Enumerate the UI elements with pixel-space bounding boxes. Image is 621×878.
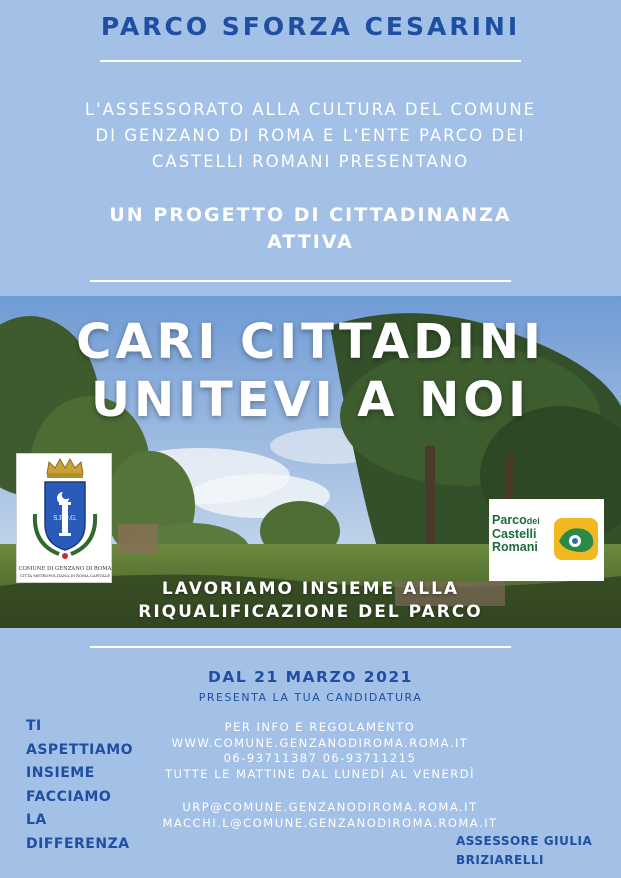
contact-emails bbox=[120, 800, 540, 831]
parco-logo-text bbox=[492, 514, 540, 554]
work-line: LAVORIAMO INSIEME ALLA bbox=[161, 579, 460, 599]
project-heading bbox=[60, 202, 561, 256]
phone-numbers: 06-93711387 06-93711215 bbox=[223, 751, 417, 765]
signature-line: BRIZIARELLI bbox=[456, 853, 544, 867]
divider-bottom bbox=[90, 646, 511, 648]
parco-mark-icon bbox=[553, 517, 599, 561]
divider-mid bbox=[90, 280, 511, 282]
work-together-text bbox=[0, 578, 621, 624]
apply-subtitle: PRESENTA LA TUA CANDIDATURA bbox=[198, 691, 423, 704]
parco-castelli-romani-logo bbox=[489, 499, 604, 581]
project-line: ATTIVA bbox=[267, 231, 354, 253]
website-link[interactable]: WWW.COMUNE.GENZANODIROMA.ROMA.IT bbox=[171, 735, 469, 750]
side-line: ASPETTIAMO bbox=[26, 741, 134, 758]
emblem-subcaption: CITTÀ METROPOLITANA DI ROMA CAPITALE bbox=[19, 573, 111, 578]
side-line: DIFFERENZA bbox=[26, 835, 130, 852]
project-line: UN PROGETTO DI CITTADINANZA bbox=[109, 204, 512, 226]
parco-word-parco: Parco bbox=[492, 513, 527, 527]
side-line: LA bbox=[26, 812, 47, 828]
intro-line: CASTELLI ROMANI PRESENTANO bbox=[151, 152, 470, 171]
emblem-caption: COMUNE DI GENZANO DI ROMA bbox=[18, 566, 112, 572]
intro-line: L'ASSESSORATO ALLA CULTURA DEL COMUNE bbox=[84, 100, 537, 119]
comune-emblem bbox=[16, 453, 112, 583]
info-line: PER INFO E REGOLAMENTO bbox=[224, 720, 416, 734]
parco-word-dei: dei bbox=[526, 516, 540, 526]
poster-title: PARCO SFORZA CESARINI bbox=[100, 12, 521, 41]
shield-text: S.P.Q.G. bbox=[53, 515, 77, 522]
parco-word-romani: Romani bbox=[492, 540, 538, 554]
signature-line: ASSESSORE GIULIA bbox=[456, 834, 593, 848]
side-message bbox=[26, 715, 156, 856]
start-date: DAL 21 MARZO 2021 bbox=[208, 668, 413, 686]
shield-inscription bbox=[17, 454, 113, 564]
email-link-urp[interactable]: URP@COMUNE.GENZANODIROMA.ROMA.IT bbox=[182, 800, 478, 814]
side-line: FACCIAMO bbox=[26, 788, 112, 805]
assessore-signature bbox=[456, 832, 616, 870]
parco-word-castelli: Castelli bbox=[492, 527, 537, 541]
intro-text bbox=[60, 97, 561, 175]
intro-line: DI GENZANO DI ROMA E L'ENTE PARCO DEI bbox=[95, 126, 526, 145]
office-hours: TUTTE LE MATTINE DAL LUNEDÌ AL VENERDÌ bbox=[165, 766, 475, 781]
side-line: INSIEME bbox=[26, 765, 95, 781]
divider-top bbox=[100, 60, 521, 62]
side-line: TI bbox=[26, 718, 42, 734]
email-link-macchi[interactable]: MACCHI.L@COMUNE.GENZANODIROMA.ROMA.IT bbox=[162, 815, 498, 830]
headline-line: UNITEVI A NOI bbox=[91, 372, 530, 428]
hero-headline bbox=[0, 313, 621, 429]
headline-line: CARI CITTADINI bbox=[76, 314, 545, 370]
work-line: RIQUALIFICAZIONE DEL PARCO bbox=[138, 602, 483, 622]
contact-info bbox=[120, 720, 520, 782]
